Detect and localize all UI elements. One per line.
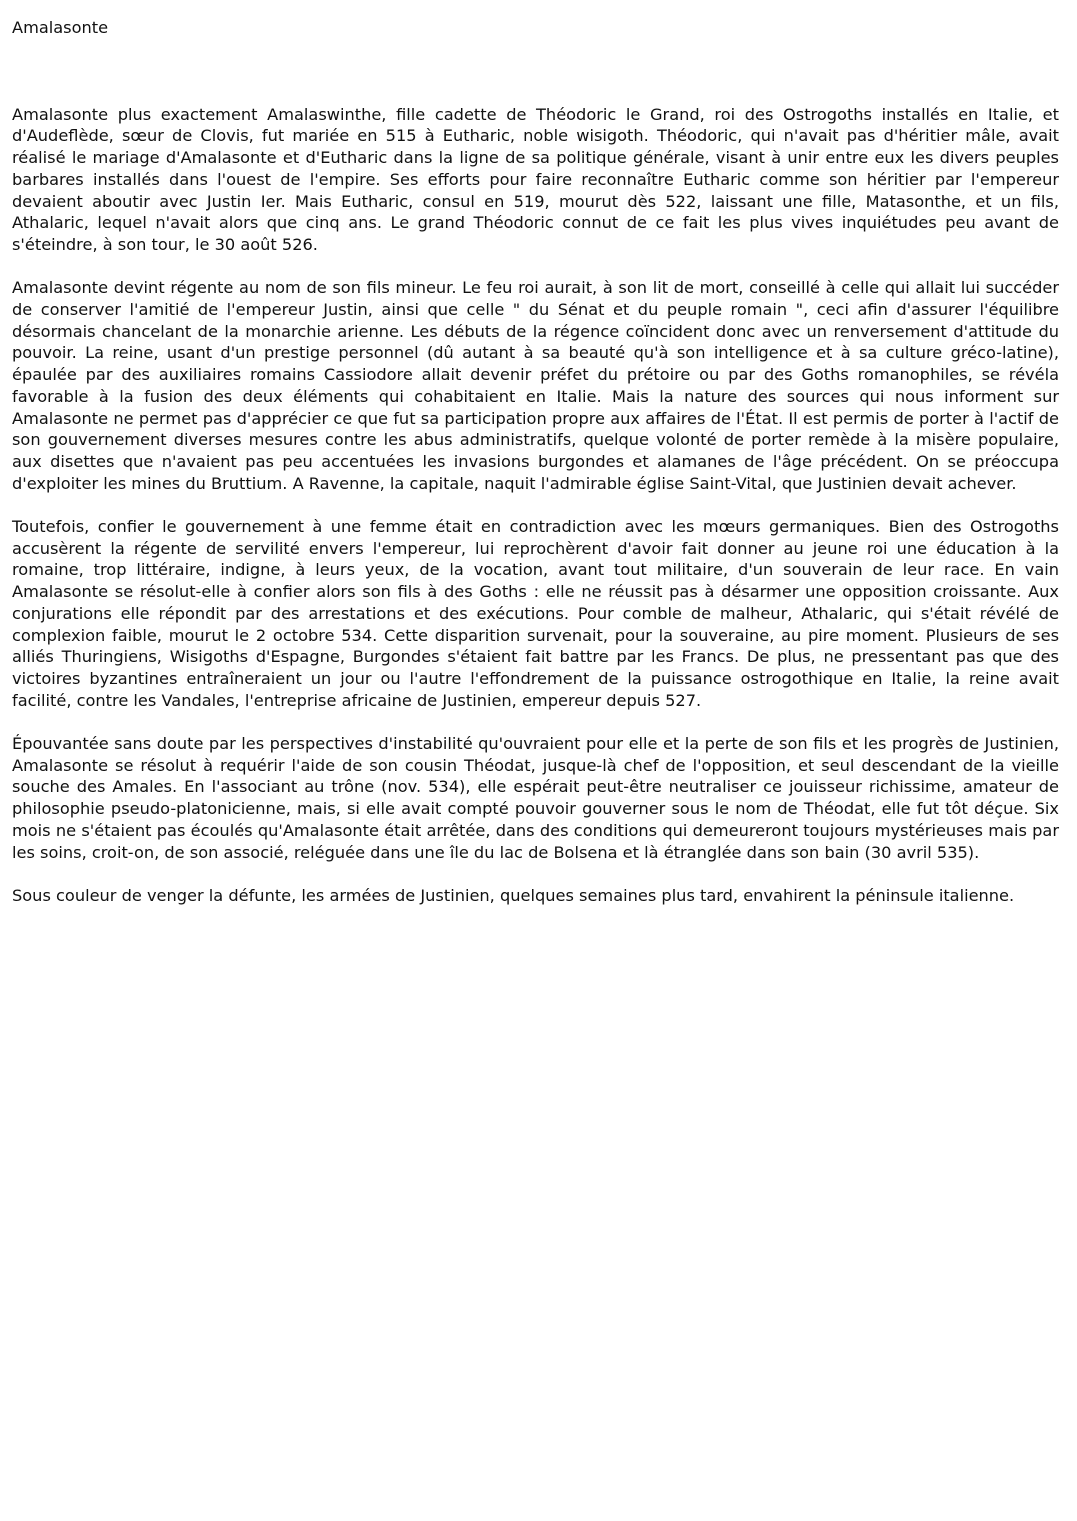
paragraph-4: Épouvantée sans doute par les perspectives d'instabilité qu'ouvraient pour elle et la perte de son fils et les progrès de Justinien, Amalasonte se résolut à requérir l'aide de son cousin Théodat, jusque-là chef de l'opposition, et seul descendant de la vieille souche des Amales. En l'associant au trône (nov. 534), elle espérait peut-être neutraliser ce jouisseur richissime, amateur de philosophie pseudo-platonicienne, mais, si elle avait compté pouvoir gouverner sous le nom de Théodat, elle fut tôt déçue. Six mois ne s'étaient pas écoulés qu'Amalasonte était arrêtée, dans des conditions qui demeureront toujours mystérieuses mais par les soins, croit-on, de son associé, reléguée dans une île du lac de Bolsena et là étranglée dans son bain (30 avril 535). xyxy=(12,734,1059,862)
paragraph-5: Sous couleur de venger la défunte, les armées de Justinien, quelques semaines plus tard, envahirent la péninsule italienne. xyxy=(12,885,1015,905)
document-page xyxy=(12,17,1059,928)
document-title: Amalasonte xyxy=(12,18,109,37)
paragraph-1: Amalasonte plus exactement Amalaswinthe, fille cadette de Théodoric le Grand, roi des Ostrogoths installés en Italie, et d'Audeflède, sœur de Clovis, fut mariée en 515 à Eutharic, noble wisigoth. Théodoric, qui n'avait pas d'héritier mâle, avait réalisé le mariage d'Amalasonte et d'Eutharic dans la ligne de sa politique générale, visant à unir entre eux les divers peuples barbares installés dans l'ouest de l'empire. Ses efforts pour faire reconnaître Eutharic comme son héritier par l'empereur devaient aboutir avec Justin Ier. Mais Eutharic, consul en 519, mourut dès 522, laissant une fille, Matasonthe, et un fils, Athalaric, lequel n'avait alors que cinq ans. Le grand Théodoric connut de ce fait les plus vives inquiétudes peu avant de s'éteindre, à son tour, le 30 août 526. xyxy=(12,104,1059,254)
paragraph-3: Toutefois, confier le gouvernement à une femme était en contradiction avec les mœurs germaniques. Bien des Ostrogoths accusèrent la régente de servilité envers l'empereur, lui reprochèrent d'avoir fait donner au jeune roi une éducation à la romaine, trop littéraire, indigne, à leurs yeux, de la vocation, avant tout militaire, d'un souverain de leur race. En vain Amalasonte se résolut-elle à confier alors son fils à des Goths : elle ne réussit pas à désarmer une opposition croissante. Aux conjurations elle répondit par des arrestations et des exécutions. Pour comble de malheur, Athalaric, qui s'était révélé de complexion faible, mourut le 2 octobre 534. Cette disparition survenait, pour la souveraine, au pire moment. Plusieurs de ses alliés Thuringiens, Wisigoths d'Espagne, Burgondes s'étaient fait battre par les Francs. De plus, ne pressentant pas que des victoires byzantines entraîneraient un jour ou l'autre l'effondrement de la puissance ostrogothique en Italie, la reine avait facilité, contre les Vandales, l'entreprise africaine de Justinien, empereur depuis 527. xyxy=(12,517,1059,710)
paragraph-2: Amalasonte devint régente au nom de son fils mineur. Le feu roi aurait, à son lit de mort, conseillé à celle qui allait lui succéder de conserver l'amitié de l'empereur Justin, ainsi que celle " du Sénat et du peuple romain ", ceci afin d'assurer l'équilibre désormais chancelant de la monarchie arienne. Les débuts de la régence coïncident donc avec un renversement d'attitude du pouvoir. La reine, usant d'un prestige personnel (dû autant à sa beauté qu'à son intelligence et à sa culture gréco-latine), épaulée par des auxiliaires romains Cassiodore allait devenir préfet du prétoire ou par des Goths romanophiles, se révéla favorable à la fusion des deux éléments qui cohabitaient en Italie. Mais la nature des sources qui nous informent sur Amalasonte ne permet pas d'apprécier ce que fut sa participation propre aux affaires de l'État. Il est permis de porter à l'actif de son gouvernement diverses mesures contre les abus administratifs, quelque volonté de porter remède à la misère populaire, aux disettes que n'avaient pas peu accentuées les invasions burgondes et alamanes de l'âge précédent. On se préoccupa d'exploiter les mines du Bruttium. A Ravenne, la capitale, naquit l'admirable église Saint-Vital, que Justinien devait achever. xyxy=(12,278,1059,493)
